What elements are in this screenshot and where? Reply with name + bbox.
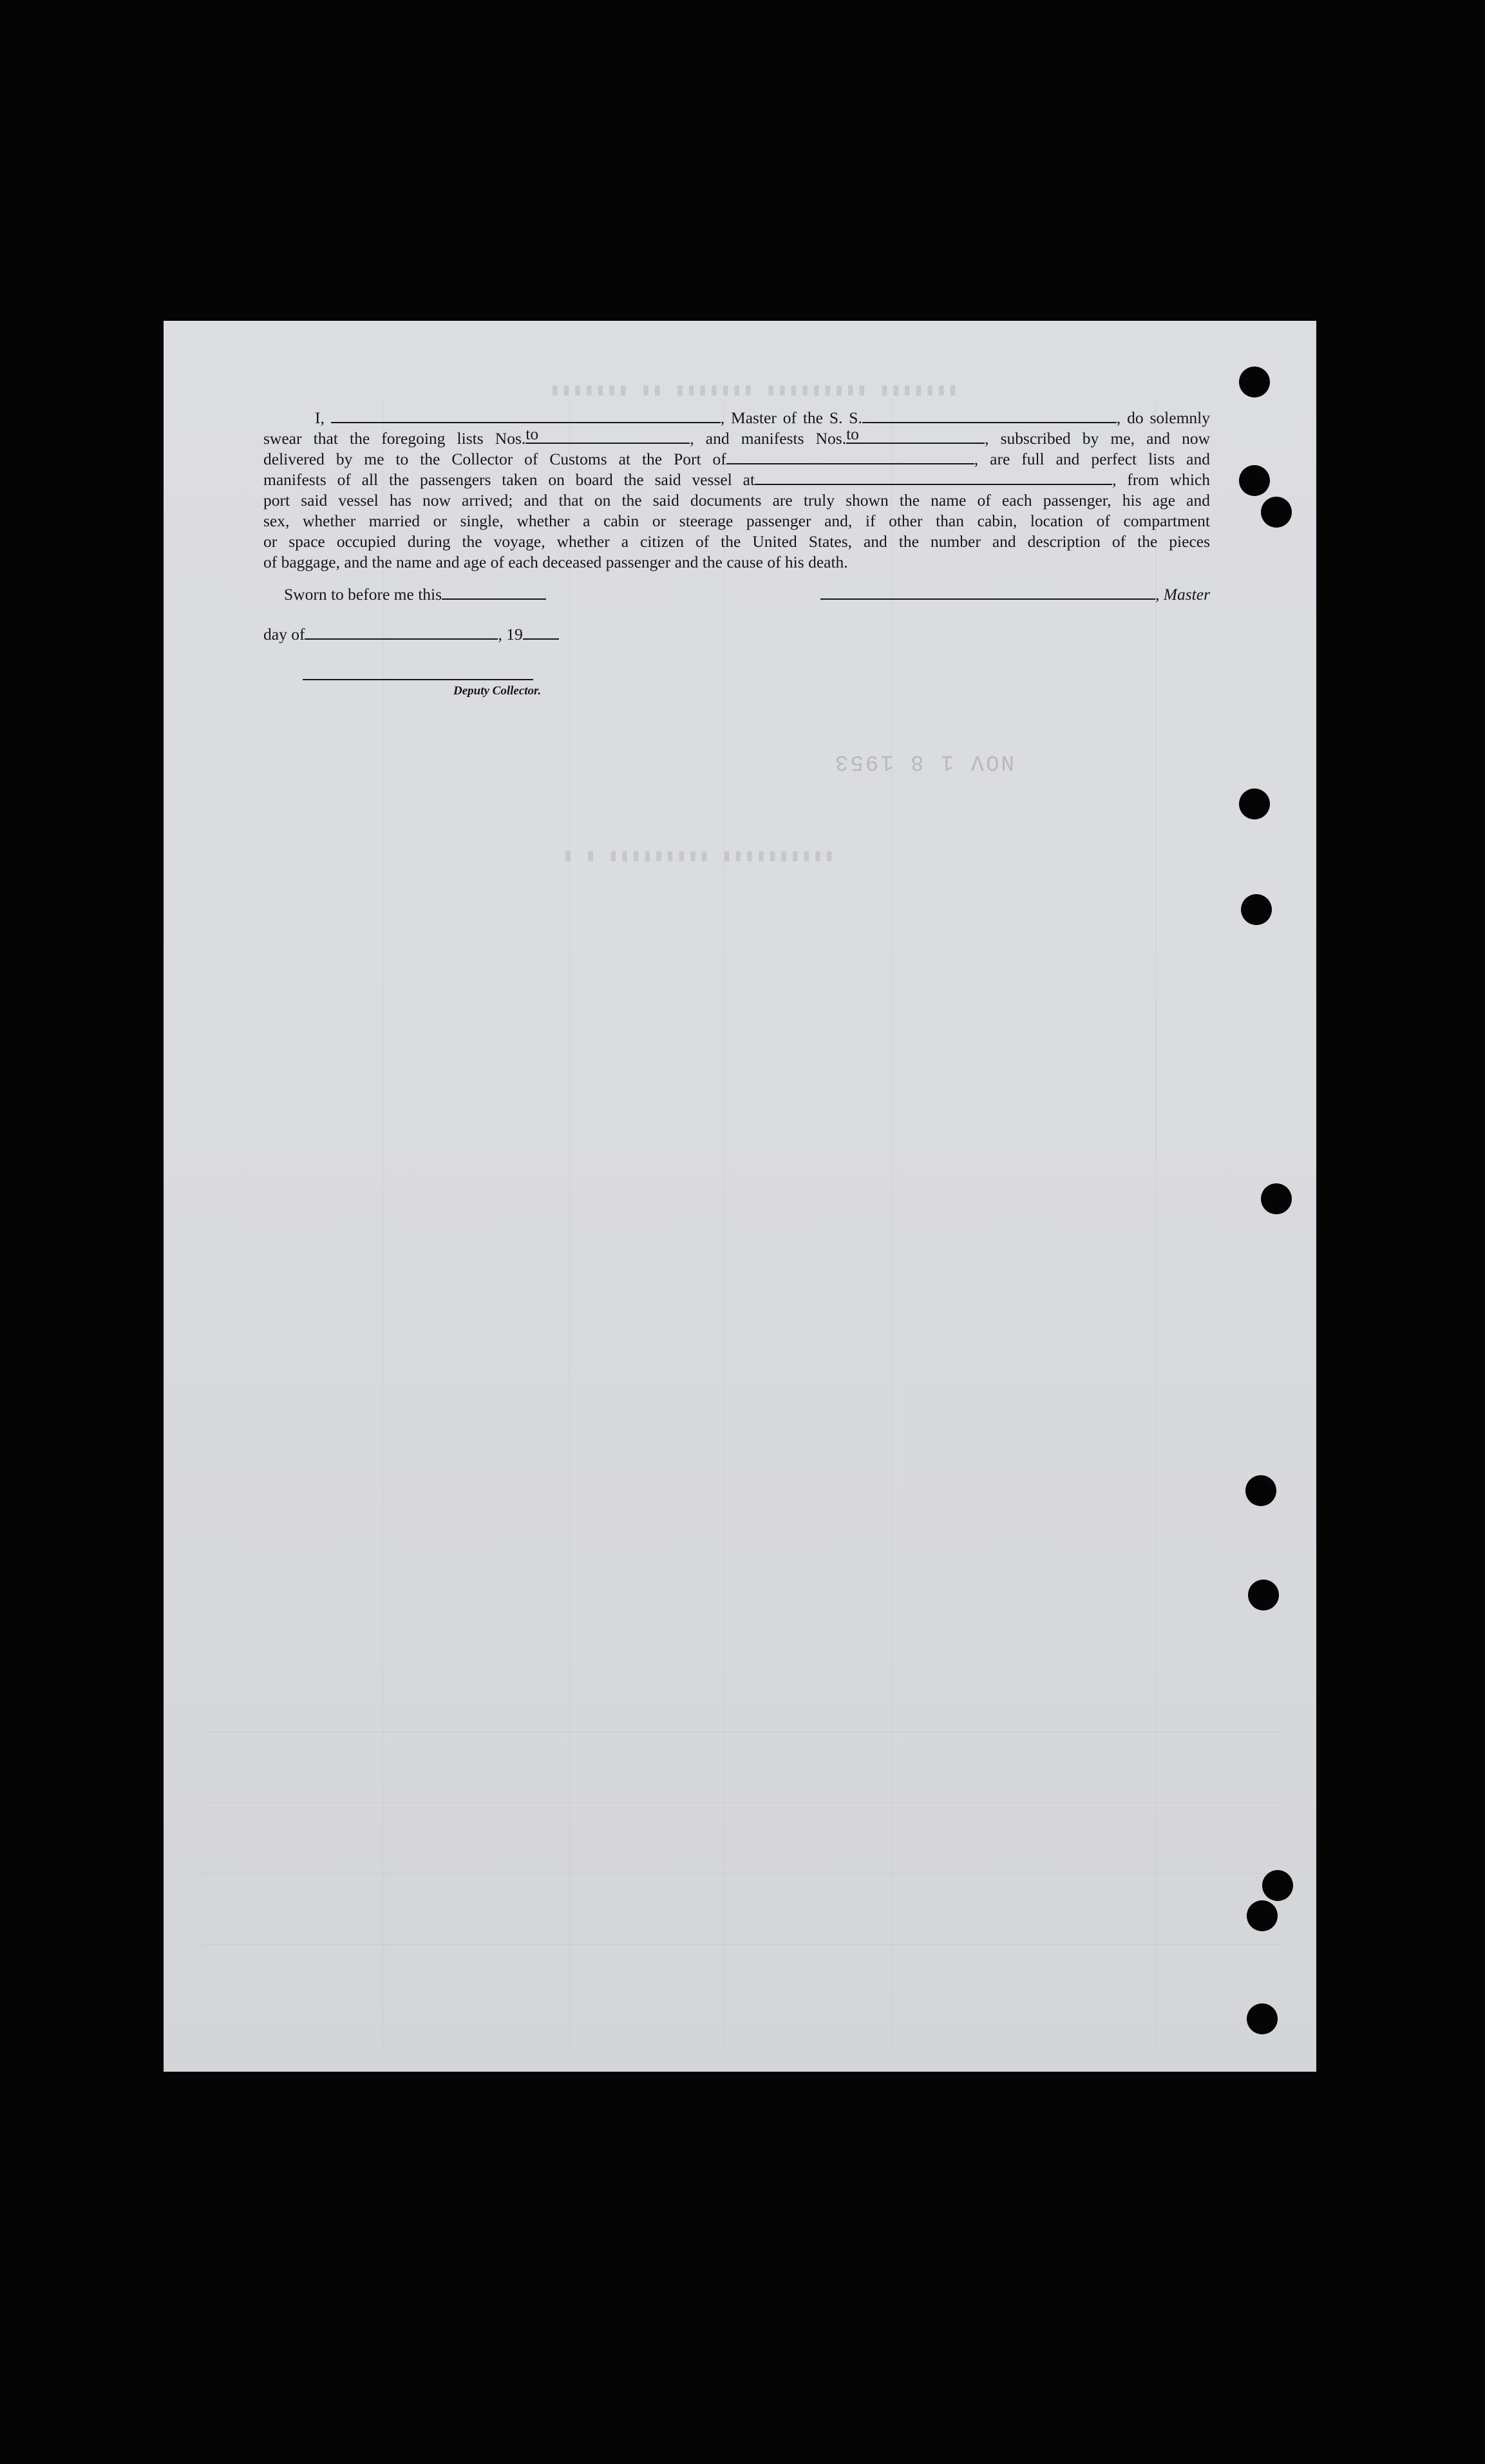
to-label: to bbox=[525, 425, 539, 443]
list-numbers-blank bbox=[525, 425, 690, 444]
bleed-through-rule bbox=[891, 398, 892, 2047]
sworn-line bbox=[284, 585, 546, 604]
master-label: Master bbox=[1163, 585, 1210, 604]
bleed-through-heading: ▮▮▮▮▮▮▮ ▮▮ ▮▮▮▮▮▮▮ ▮▮▮▮▮▮▮▮▮ ▮▮▮▮▮▮▮ bbox=[550, 381, 960, 400]
oath-paragraph bbox=[263, 408, 1210, 573]
oath-text: delivered by me to the Collector of Customs at the Port of bbox=[263, 450, 726, 468]
day-label: day of bbox=[263, 625, 305, 644]
oath-line-4 bbox=[263, 470, 1210, 490]
oath-text: , subscribed by me, and now bbox=[985, 429, 1210, 448]
punch-hole bbox=[1245, 1475, 1276, 1506]
punch-hole bbox=[1239, 788, 1270, 819]
oath-text: manifests of all the passengers taken on board the said vessel at bbox=[263, 470, 755, 489]
oath-line-3 bbox=[263, 449, 1210, 470]
sworn-label: Sworn to before me this bbox=[284, 585, 442, 604]
punch-hole bbox=[1247, 1900, 1278, 1931]
punch-hole bbox=[1261, 1183, 1292, 1214]
bleed-through-inspector: ▮ ▮ ▮▮▮▮▮▮▮▮▮ ▮▮▮▮▮▮▮▮▮▮ bbox=[563, 846, 836, 866]
year-blank bbox=[523, 626, 559, 640]
oath-text: I, bbox=[315, 408, 325, 427]
oath-line-1 bbox=[263, 408, 1210, 428]
bleed-through-rule bbox=[202, 1944, 1284, 1945]
sworn-date-blank bbox=[442, 586, 546, 600]
oath-line-8: of baggage, and the name and age of each deceased passenger and the cause of his death. bbox=[263, 553, 848, 571]
deputy-collector-label: Deputy Collector. bbox=[453, 684, 542, 698]
punch-hole bbox=[1239, 367, 1270, 397]
deputy-signature-line bbox=[303, 679, 533, 680]
oath-line-2 bbox=[263, 425, 1210, 449]
manifest-page bbox=[164, 321, 1316, 2072]
punch-hole bbox=[1262, 1870, 1293, 1901]
oath-text: , are full and perfect lists and bbox=[974, 450, 1210, 468]
bleed-through-rule bbox=[202, 1802, 1284, 1803]
month-blank bbox=[305, 626, 498, 640]
oath-line-6: sex, whether married or single, whether a cabin or steerage passenger and, if other than cabin, location of compartment bbox=[263, 511, 1210, 530]
year-prefix: , 19 bbox=[498, 625, 523, 644]
manifest-numbers-blank bbox=[846, 425, 985, 444]
day-row bbox=[263, 625, 559, 644]
port-blank bbox=[726, 450, 974, 464]
master-signature-blank bbox=[820, 586, 1155, 600]
punch-hole bbox=[1261, 497, 1292, 528]
oath-text: , Master of the S. S. bbox=[720, 408, 862, 427]
master-name-blank bbox=[331, 409, 721, 423]
bleed-through-rule bbox=[1155, 398, 1156, 2047]
oath-text: , do solemnly bbox=[1116, 408, 1211, 427]
bleed-through-rule bbox=[569, 398, 570, 2047]
oath-text: , from which bbox=[1112, 470, 1211, 489]
punch-hole bbox=[1248, 1580, 1279, 1610]
bleed-through-rule bbox=[202, 1873, 1284, 1874]
date-stamp: NOV 1 8 1953 bbox=[833, 749, 1014, 774]
oath-text: swear that the foregoing lists Nos. bbox=[263, 429, 526, 448]
punch-hole bbox=[1241, 894, 1272, 925]
punch-hole bbox=[1247, 2003, 1278, 2034]
master-signature: , Master bbox=[820, 585, 1210, 604]
punch-hole bbox=[1239, 465, 1270, 496]
vessel-name-blank bbox=[862, 409, 1117, 423]
embarkation-port-blank bbox=[755, 471, 1112, 485]
oath-line-5: port said vessel has now arrived; and that on the said documents are truly shown the name of each passenger, his age and bbox=[263, 491, 1210, 510]
to-label: to bbox=[846, 425, 859, 443]
oath-line-7: or space occupied during the voyage, whether a citizen of the United States, and the number and description of the pieces bbox=[263, 532, 1210, 551]
oath-text: , and manifests Nos. bbox=[690, 429, 847, 448]
